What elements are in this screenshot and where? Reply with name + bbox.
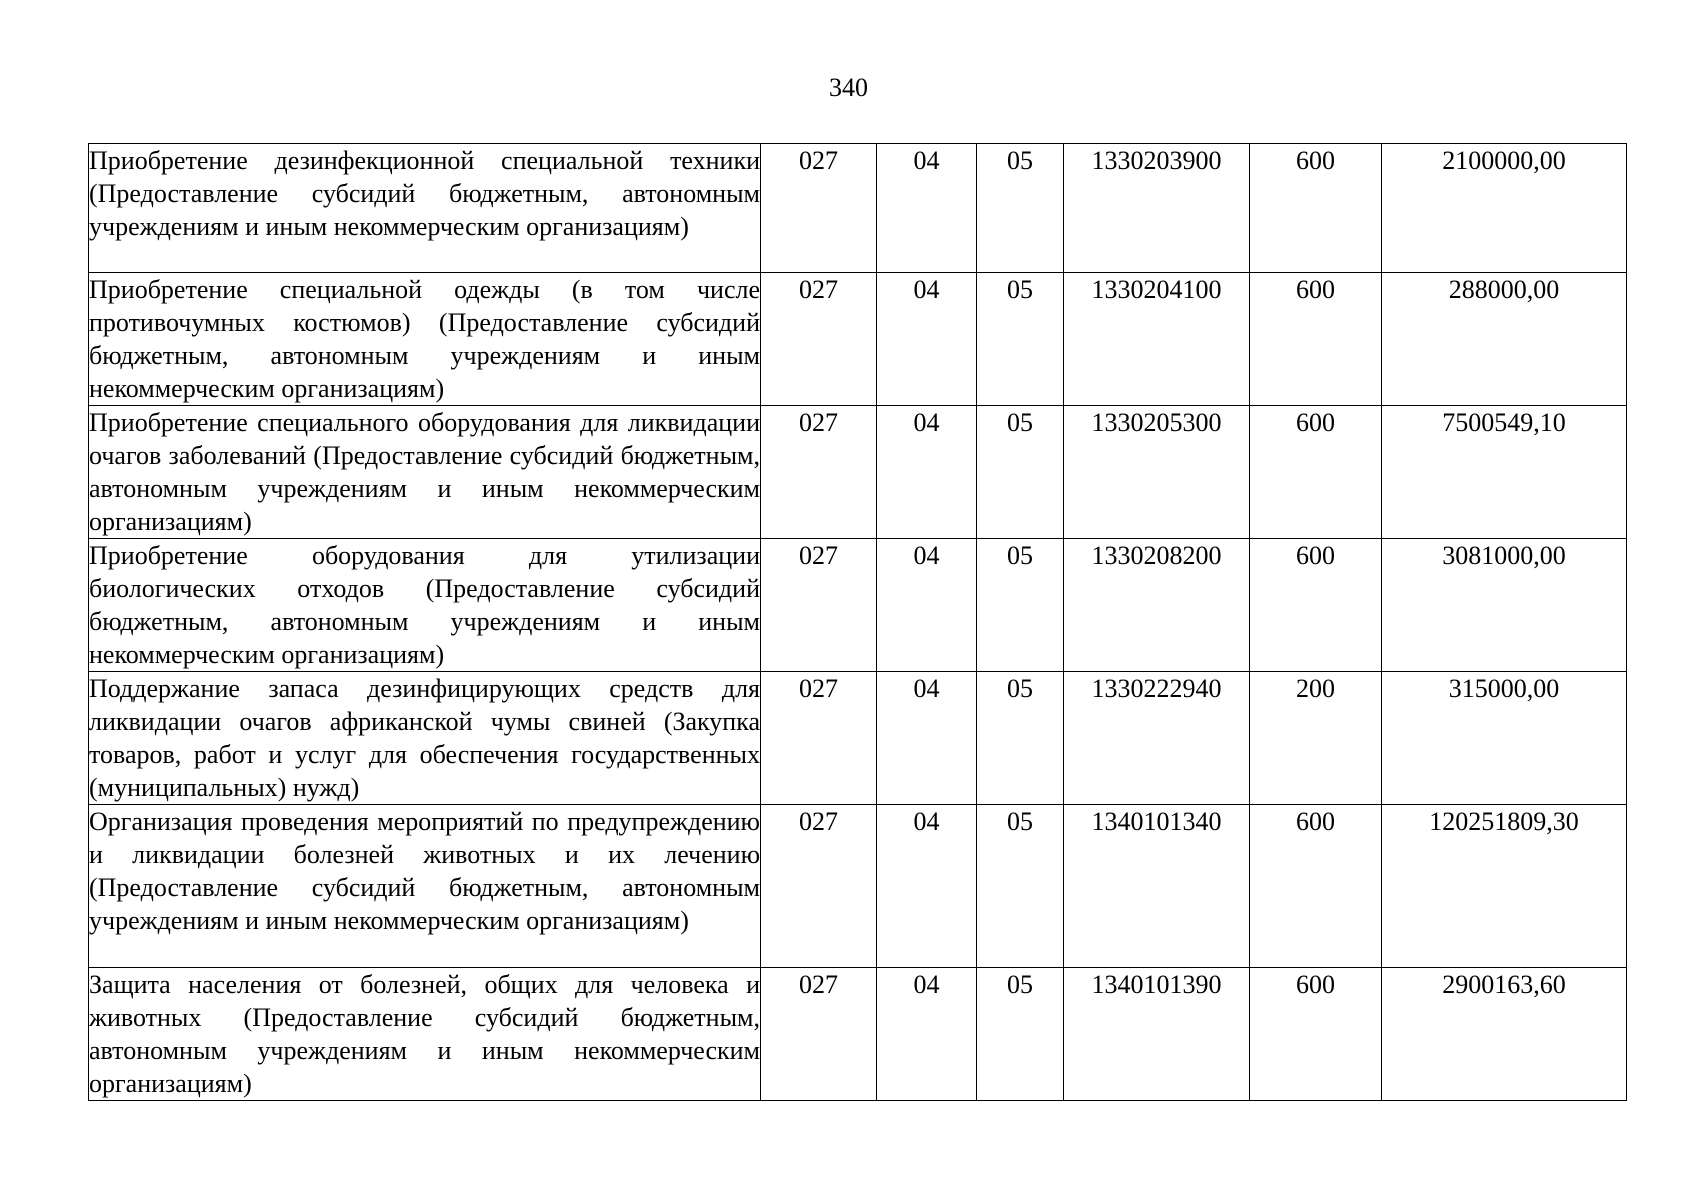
expense-type-code: 600	[1250, 144, 1382, 273]
amount-value: 7500549,10	[1382, 406, 1627, 539]
section-code: 04	[877, 805, 977, 968]
subsection-code: 05	[977, 539, 1064, 672]
target-article-code: 1330203900	[1064, 144, 1250, 273]
row-description: Приобретение дезинфекционной специальной техники (Предоставление субсидий бюджетным, автономным учреждениям и иным некоммерческим организациям)	[89, 144, 761, 273]
target-article-code: 1340101340	[1064, 805, 1250, 968]
section-code: 04	[877, 672, 977, 805]
grbs-code: 027	[761, 968, 877, 1101]
grbs-code: 027	[761, 539, 877, 672]
target-article-code: 1340101390	[1064, 968, 1250, 1101]
table-row	[89, 672, 1627, 805]
expense-type-code: 600	[1250, 406, 1382, 539]
amount-value: 3081000,00	[1382, 539, 1627, 672]
table-row	[89, 144, 1627, 273]
expense-type-code: 600	[1250, 968, 1382, 1101]
amount-value: 2900163,60	[1382, 968, 1627, 1101]
expense-type-code: 600	[1250, 539, 1382, 672]
expense-type-code: 200	[1250, 672, 1382, 805]
grbs-code: 027	[761, 144, 877, 273]
subsection-code: 05	[977, 805, 1064, 968]
expense-type-code: 600	[1250, 805, 1382, 968]
page-number: 340	[829, 73, 868, 102]
budget-table	[88, 143, 1627, 1101]
row-description: Поддержание запаса дезинфицирующих средств для ликвидации очагов африканской чумы свиней (Закупка товаров, работ и услуг для обеспечения государственных (муниципальных) нужд)	[89, 672, 761, 805]
amount-value: 315000,00	[1382, 672, 1627, 805]
grbs-code: 027	[761, 273, 877, 406]
table-row	[89, 539, 1627, 672]
grbs-code: 027	[761, 805, 877, 968]
subsection-code: 05	[977, 273, 1064, 406]
table-row	[89, 406, 1627, 539]
table-row	[89, 805, 1627, 968]
grbs-code: 027	[761, 672, 877, 805]
target-article-code: 1330205300	[1064, 406, 1250, 539]
subsection-code: 05	[977, 144, 1064, 273]
table-row	[89, 968, 1627, 1101]
table-row	[89, 273, 1627, 406]
row-description: Приобретение оборудования для утилизации биологических отходов (Предоставление субсидий бюджетным, автономным учреждениям и иным некоммерческим организациям)	[89, 539, 761, 672]
grbs-code: 027	[761, 406, 877, 539]
subsection-code: 05	[977, 672, 1064, 805]
subsection-code: 05	[977, 968, 1064, 1101]
row-description: Защита населения от болезней, общих для человека и животных (Предоставление субсидий бюджетным, автономным учреждениям и иным некоммерческим организациям)	[89, 968, 761, 1101]
target-article-code: 1330204100	[1064, 273, 1250, 406]
expense-type-code: 600	[1250, 273, 1382, 406]
amount-value: 2100000,00	[1382, 144, 1627, 273]
section-code: 04	[877, 144, 977, 273]
section-code: 04	[877, 539, 977, 672]
amount-value: 288000,00	[1382, 273, 1627, 406]
section-code: 04	[877, 273, 977, 406]
section-code: 04	[877, 968, 977, 1101]
amount-value: 120251809,30	[1382, 805, 1627, 968]
row-description: Приобретение специального оборудования для ликвидации очагов заболеваний (Предоставление субсидий бюджетным, автономным учреждениям и иным некоммерческим организациям)	[89, 406, 761, 539]
section-code: 04	[877, 406, 977, 539]
row-description: Организация проведения мероприятий по предупреждению и ликвидации болезней животных и их лечению (Предоставление субсидий бюджетным, автономным учреждениям и иным некоммерческим организациям)	[89, 805, 761, 968]
target-article-code: 1330208200	[1064, 539, 1250, 672]
row-description: Приобретение специальной одежды (в том числе противочумных костюмов) (Предоставление субсидий бюджетным, автономным учреждениям и иным некоммерческим организациям)	[89, 273, 761, 406]
subsection-code: 05	[977, 406, 1064, 539]
target-article-code: 1330222940	[1064, 672, 1250, 805]
